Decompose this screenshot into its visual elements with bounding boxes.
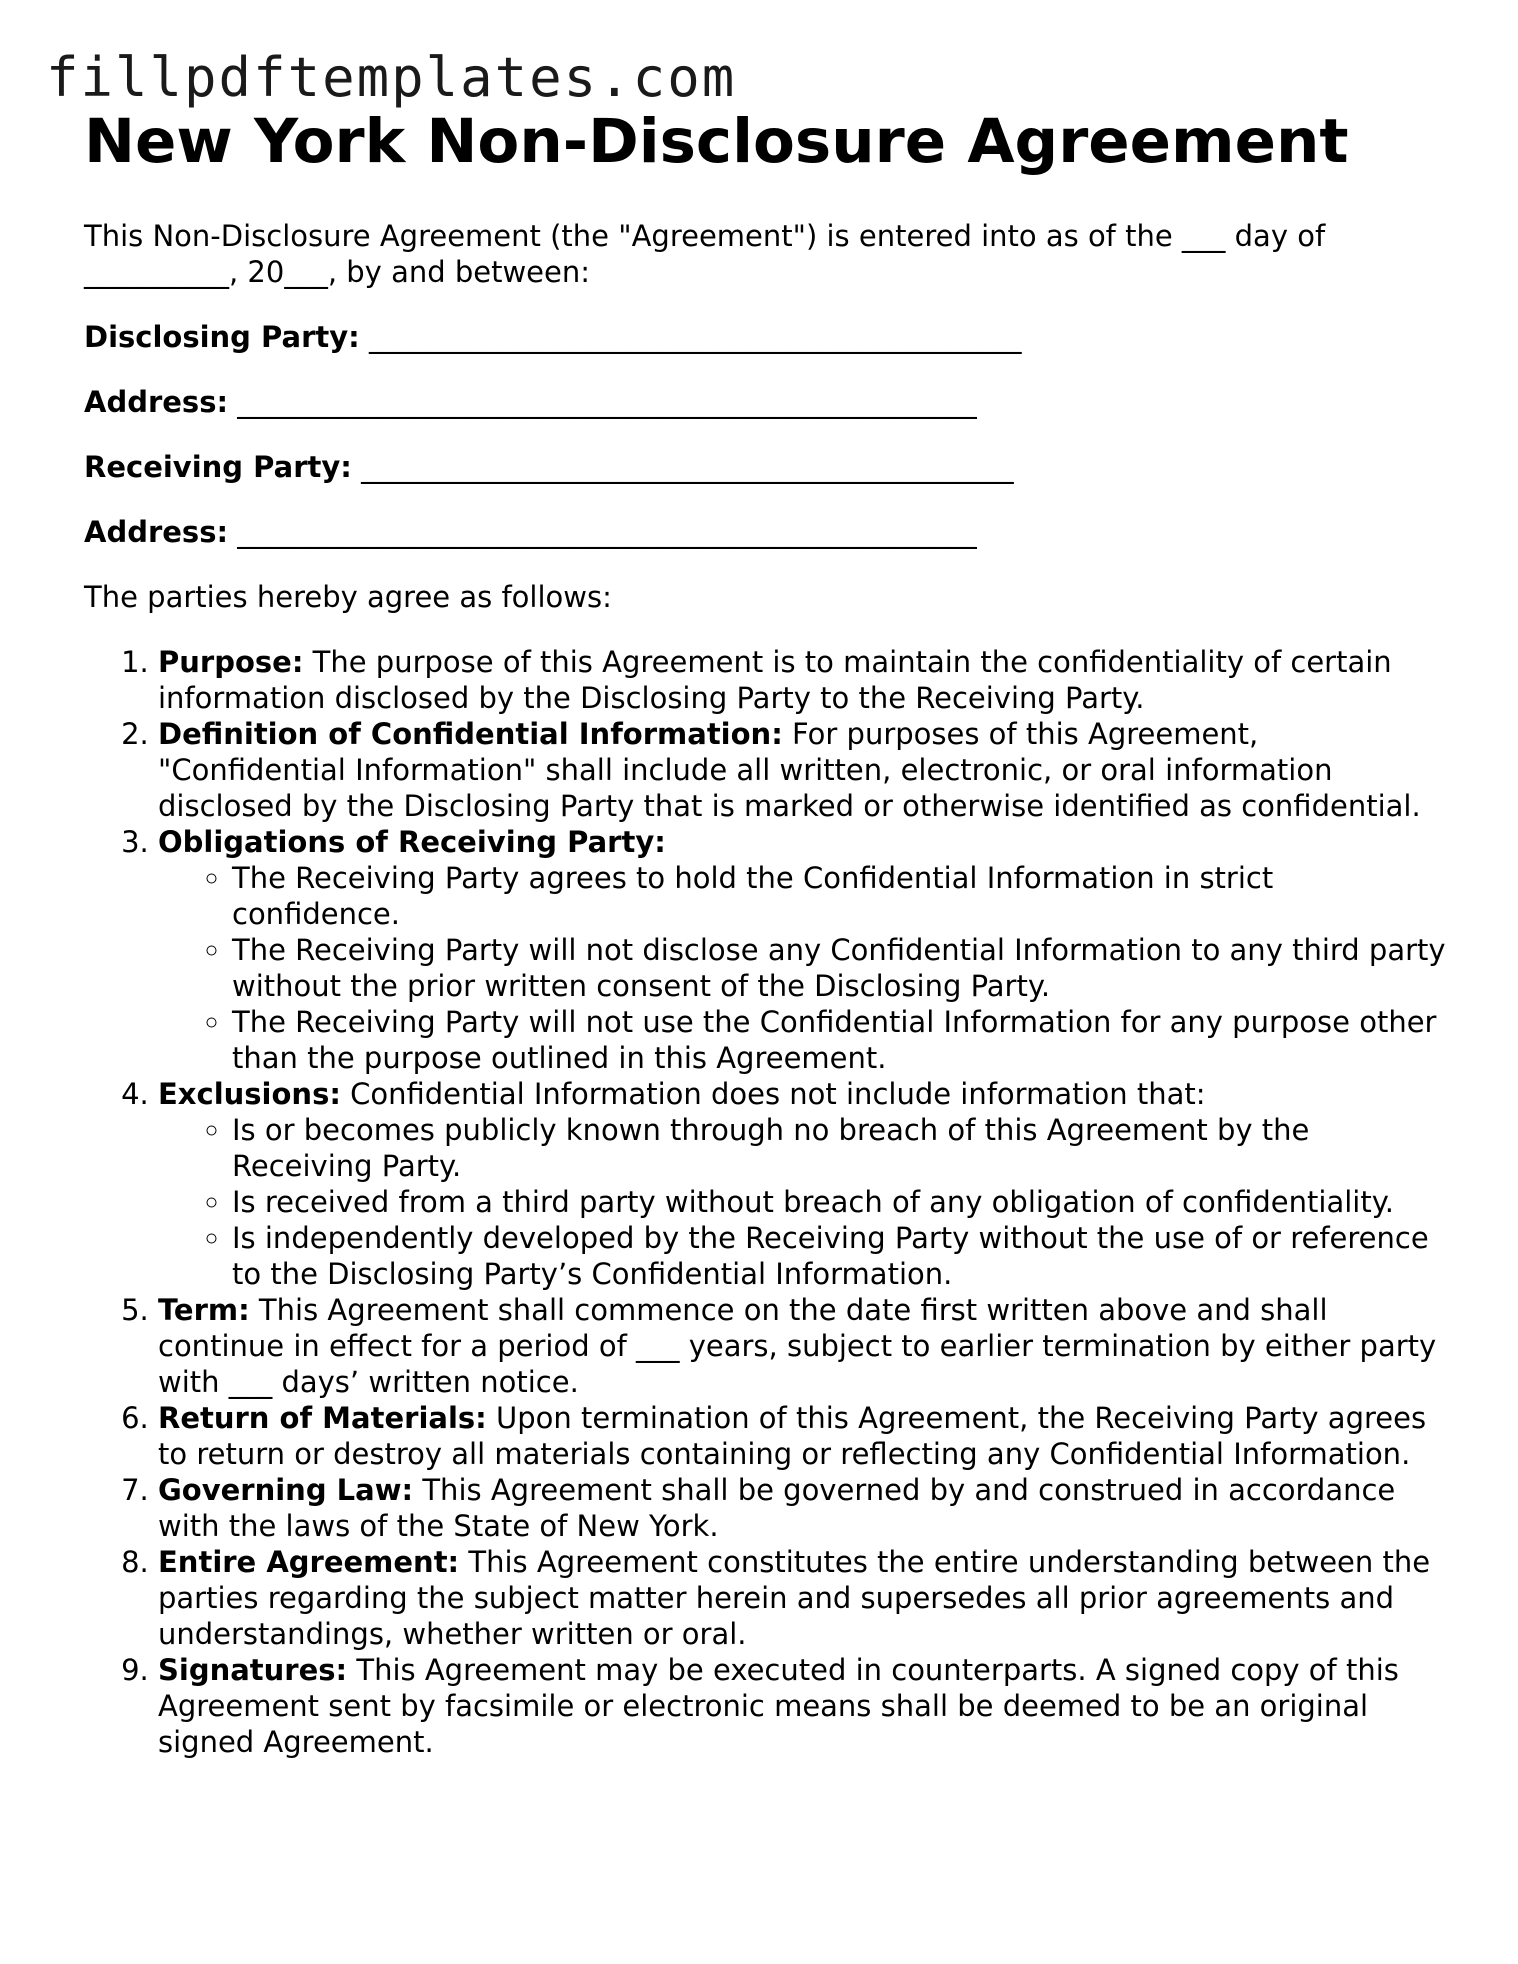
list-item: ◦ Is or becomes publicly known through no breach of this Agreement by the Receiving Party. [232, 1112, 1448, 1184]
field-blank: _____________________________________________ [361, 450, 1014, 484]
clause-text: The purpose of this Agreement is to maintain the confidentiality of certain information disclosed by the Disclosing Party to the Receiving Party. [158, 645, 1392, 715]
clause-title: Definition of Confidential Information: [158, 717, 783, 751]
clause-text: This Agreement may be executed in counterparts. A signed copy of this Agreement sent by facsimile or electronic means shall be deemed to be an original signed Agreement. [158, 1653, 1399, 1759]
list-item: ◦ Is received from a third party without breach of any obligation of confidentiality. [232, 1184, 1448, 1220]
clause-return-of-materials [158, 1400, 1448, 1472]
clause-obligations [158, 824, 1448, 1076]
clause-text: This Agreement shall commence on the date first written above and shall continue in effect for a period of ___ years, subject to earlier termination by either party with ___ days’ written notice. [158, 1293, 1437, 1399]
agree-statement: The parties hereby agree as follows: [84, 580, 612, 614]
clause-exclusions [158, 1076, 1448, 1292]
obligations-sublist [158, 860, 1448, 1076]
clause-title: Term: [158, 1293, 250, 1327]
receiving-party-field [84, 449, 1444, 485]
list-item: ◦ The Receiving Party agrees to hold the Confidential Information in strict confidence. [232, 860, 1448, 932]
intro-paragraph: This Non-Disclosure Agreement (the "Agreement") is entered into as of the ___ day of __________, 20___, by and between: [84, 219, 1326, 289]
exclusions-sublist [158, 1112, 1448, 1292]
watermark-text: fillpdftemplates.com [46, 46, 737, 109]
clause-definition [158, 716, 1448, 824]
clause-entire-agreement [158, 1544, 1448, 1652]
list-item: ◦ The Receiving Party will not use the Confidential Information for any purpose other than the purpose outlined in this Agreement. [232, 1004, 1448, 1076]
receiving-address-field [84, 514, 1444, 550]
clause-term [158, 1292, 1448, 1400]
field-label: Address: [84, 515, 229, 549]
list-item: ◦ The Receiving Party will not disclose any Confidential Information to any third party without the prior written consent of the Disclosing Party. [232, 932, 1448, 1004]
field-label: Receiving Party: [84, 450, 352, 484]
clause-title: Governing Law: [158, 1473, 414, 1507]
field-label: Address: [84, 385, 229, 419]
clause-title: Exclusions: [158, 1077, 341, 1111]
clause-title: Purpose: [158, 645, 304, 679]
field-blank: ___________________________________________________ [237, 385, 977, 419]
clause-text: Upon termination of this Agreement, the Receiving Party agrees to return or destroy all materials containing or reflecting any Confidential Information. [158, 1401, 1427, 1471]
clause-text: This Agreement shall be governed by and construed in accordance with the laws of the State of New York. [158, 1473, 1396, 1543]
clause-signatures [158, 1652, 1448, 1760]
clause-title: Return of Materials: [158, 1401, 487, 1435]
field-blank: ___________________________________________________ [237, 515, 977, 549]
clause-text: This Agreement constitutes the entire understanding between the parties regarding the subject matter herein and supersedes all prior agreements and understandings, whether written or oral. [158, 1545, 1431, 1651]
list-item: ◦ Is independently developed by the Receiving Party without the use of or reference to the Disclosing Party’s Confidential Information. [232, 1220, 1448, 1292]
clause-text: Confidential Information does not include information that: [340, 1077, 1206, 1111]
clause-text: For purposes of this Agreement, "Confidential Information" shall include all written, electronic, or oral information disclosed by the Disclosing Party that is marked or otherwise identified as confidential. [158, 717, 1421, 823]
disclosing-party-field [84, 319, 1444, 355]
clause-governing-law [158, 1472, 1448, 1544]
field-blank: _____________________________________________ [368, 320, 1022, 354]
clause-purpose [158, 644, 1448, 716]
disclosing-address-field [84, 384, 1444, 420]
clause-title: Entire Agreement: [158, 1545, 460, 1579]
clause-title: Signatures: [158, 1653, 348, 1687]
field-label: Disclosing Party: [84, 320, 360, 354]
clause-title: Obligations of Receiving Party: [158, 825, 666, 859]
document-page [84, 104, 1444, 1760]
document-title: New York Non-Disclosure Agreement [84, 106, 1349, 177]
clauses-list [84, 644, 1448, 1760]
